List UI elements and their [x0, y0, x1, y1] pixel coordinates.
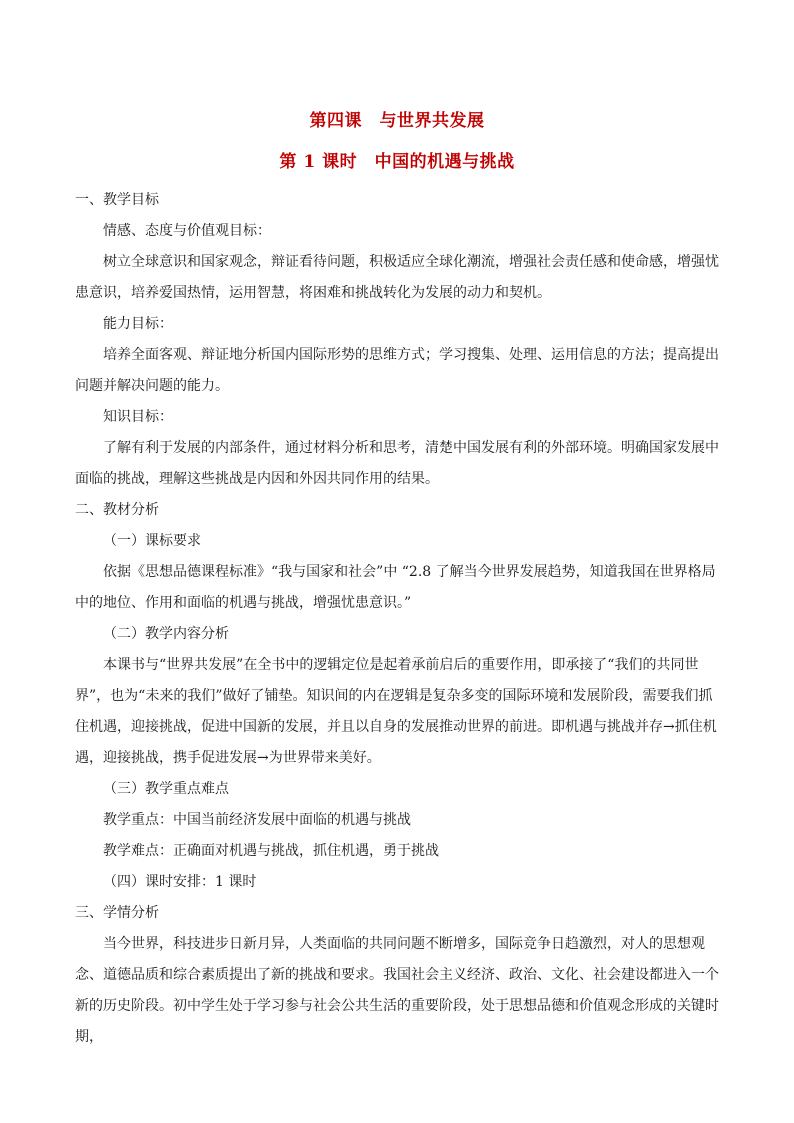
document-body — [75, 185, 723, 1053]
ability-goal-text: 培养全面客观、辩证地分析国内国际形势的思维方式；学习搜集、处理、运用信息的方法；提高提出问题并解决问题的能力。 — [75, 347, 719, 394]
section-heading-objectives: 一、教学目标 — [75, 192, 159, 208]
curriculum-requirement-heading: （一）课标要求 — [103, 533, 201, 549]
content-analysis-heading: （二）教学内容分析 — [103, 626, 229, 642]
knowledge-goal-label: 知识目标： — [103, 409, 173, 425]
difficulty-text: 教学难点：正确面对机遇与挑战，抓住机遇，勇于挑战 — [103, 843, 439, 859]
emotion-goal-label: 情感、态度与价值观目标： — [103, 223, 271, 239]
knowledge-goal-text: 了解有利于发展的内部条件，通过材料分析和思考，清楚中国发展有利的外部环境。明确国家发展中面临的挑战，理解这些挑战是内因和外因共同作用的结果。 — [75, 440, 719, 487]
section-heading-textbook: 二、教材分析 — [75, 502, 159, 518]
learner-analysis-text: 当今世界，科技进步日新月异，人类面临的共同问题不断增多，国际竞争日趋激烈，对人的思想观念、道德品质和综合素质提出了新的挑战和要求。我国社会主义经济、政治、文化、社会建设都进入一个新的历史阶段。初中学生处于学习参与社会公共生活的重要阶段，处于思想品德和价值观念形成的关键时期， — [75, 936, 719, 1045]
content-analysis-text: 本课书与“世界共发展”在全书中的逻辑定位是起着承前启后的重要作用，即承接了“我们的共同世界”，也为“未来的我们”做好了铺垫。知识间的内在逻辑是复杂多变的国际环境和发展阶段，需要我们抓住机遇，迎接挑战，促进中国新的发展，并且以自身的发展推动世界的前进。即机遇与挑战并存→抓住机遇，迎接挑战，携手促进发展→为世界带来美好。 — [75, 657, 717, 766]
schedule-heading: （四）课时安排：1 课时 — [103, 874, 257, 890]
lesson-title: 第四课 与世界共发展 — [309, 111, 485, 131]
curriculum-requirement-text: 依据《思想品德课程标准》“我与国家和社会”中 “2.8 了解当今世界发展趋势，知道我国在世界格局中的地位、作用和面临的机遇与挑战，增强忧患意识。” — [75, 564, 716, 611]
lesson-subtitle: 第 1 课时 中国的机遇与挑战 — [279, 152, 515, 172]
key-points-heading: （三）教学重点难点 — [103, 781, 229, 797]
ability-goal-label: 能力目标： — [103, 316, 173, 332]
emotion-goal-text: 树立全球意识和国家观念，辩证看待问题，积极适应全球化潮流，增强社会责任感和使命感，增强忧患意识，培养爱国热情，运用智慧，将困难和挑战转化为发展的动力和契机。 — [75, 254, 719, 301]
section-heading-learners: 三、学情分析 — [75, 905, 159, 921]
key-point-text: 教学重点：中国当前经济发展中面临的机遇与挑战 — [103, 812, 411, 828]
